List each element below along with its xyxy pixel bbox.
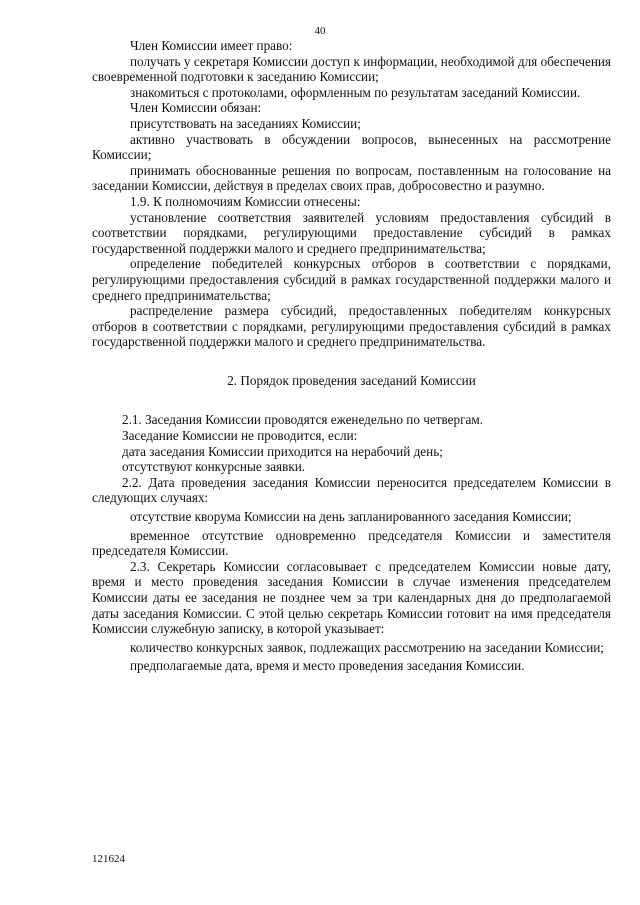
paragraph: присутствовать на заседаниях Комиссии; <box>130 115 361 131</box>
paragraph: знакомиться с протоколами, оформленным по результатам заседаний Комиссии. <box>130 84 581 100</box>
paragraph: определение победителей конкурсных отборов в соответствии с порядками, регулирующими предоставления субсидий в рамках государственной поддержки малого и среднего предпринимательства; <box>92 256 611 303</box>
paragraph: активно участвовать в обсуждении вопросов, вынесенных на рассмотрение Комиссии; <box>92 131 611 163</box>
paragraph: 2.1. Заседания Комиссии проводятся еженедельно по четвергам. <box>122 412 483 428</box>
paragraph: Член Комиссии обязан: <box>130 100 262 116</box>
paragraph: принимать обоснованные решения по вопросам, поставленным на голосование на заседании Комиссии, действуя в пределах своих прав, добросовестно и разумно. <box>92 162 611 194</box>
paragraph: 2.3. Секретарь Комиссии согласовывает с председателем Комиссии новые дату, время и место проведения заседания Комиссии в случае изменения председателем Комиссии даты ее заседания не позднее чем за три календарных дня до предполагаемой даты заседания Комиссии. С этой целью секретарь Комиссии готовит на имя председателя Комиссии служебную записку, в которой указывает: <box>92 558 611 637</box>
paragraph: 1.9. К полномочиям Комиссии отнесены: <box>130 193 361 209</box>
paragraph: Заседание Комиссии не проводится, если: <box>122 428 358 444</box>
paragraph: временное отсутствие одновременно председателя Комиссии и заместителя председателя Комиссии. <box>92 527 611 559</box>
paragraph: количество конкурсных заявок, подлежащих рассмотрению на заседании Комиссии; <box>130 639 604 655</box>
paragraph: отсутствие кворума Комиссии на день запланированного заседания Комиссии; <box>130 509 572 525</box>
paragraph: 2.2. Дата проведения заседания Комиссии переносится председателем Комиссии в следующих случаях: <box>92 474 611 506</box>
paragraph: получать у секретаря Комиссии доступ к информации, необходимой для обеспечения своевременной подготовки к заседанию Комиссии; <box>92 53 611 85</box>
section-heading: 2. Порядок проведения заседаний Комиссии <box>227 372 476 388</box>
document-body <box>92 38 611 674</box>
paragraph: предполагаемые дата, время и место проведения заседания Комиссии. <box>130 658 525 674</box>
paragraph: дата заседания Комиссии приходится на нерабочий день; <box>122 443 443 459</box>
page-number: 40 <box>314 25 326 37</box>
document-code: 121624 <box>92 853 125 865</box>
paragraph: отсутствуют конкурсные заявки. <box>122 459 306 475</box>
paragraph: Член Комиссии имеет право: <box>130 38 293 53</box>
paragraph: распределение размера субсидий, предоставленных победителям конкурсных отборов в соответствии с порядками, регулирующими предоставления субсидий в рамках государственной поддержки малого и среднего предпринимательства. <box>92 303 611 350</box>
paragraph: установление соответствия заявителей условиям предоставления субсидий в соответствии порядками, регулирующими предоставление субсидий в рамках государственной поддержки малого и среднего предпринимательства; <box>92 209 611 256</box>
